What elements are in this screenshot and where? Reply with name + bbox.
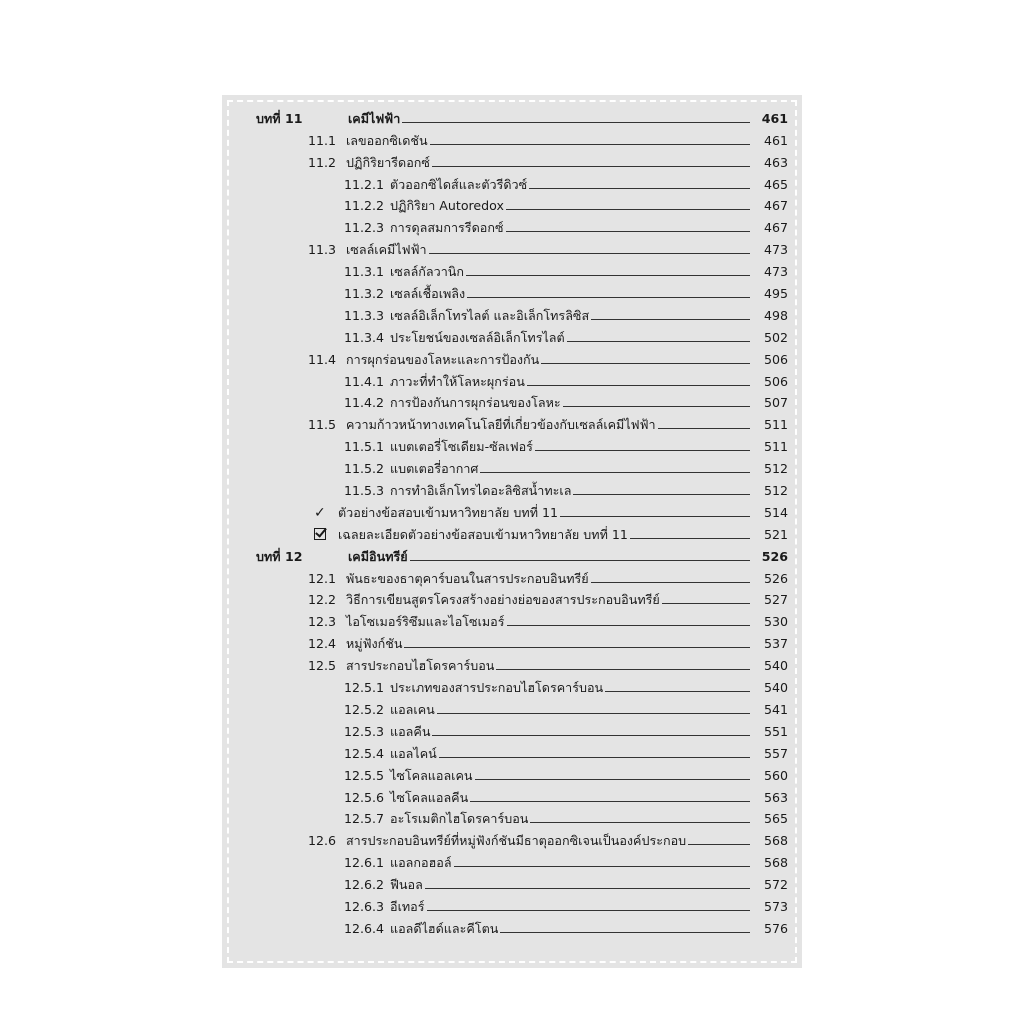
leader-line bbox=[605, 690, 750, 692]
leader-line bbox=[535, 449, 750, 451]
page-number: 467 bbox=[763, 220, 788, 236]
entry-title: เซลล์เคมีไฟฟ้า bbox=[346, 242, 427, 258]
page-number: 473 bbox=[763, 264, 788, 280]
entry-number: 11.5.2 bbox=[344, 461, 385, 477]
leader-line bbox=[567, 340, 750, 342]
entry-title: การดุลสมการรีดอกซ์ bbox=[390, 220, 504, 236]
entry-number: 12.5.6 bbox=[344, 789, 385, 805]
check-icon: ✓ bbox=[314, 504, 326, 521]
page-number: 511 bbox=[763, 439, 788, 455]
section-entry[interactable] bbox=[222, 608, 802, 630]
entry-title: แบตเตอรี่อากาศ bbox=[390, 461, 479, 477]
page-number: 498 bbox=[763, 307, 788, 323]
leader-line bbox=[529, 187, 750, 189]
section-entry[interactable] bbox=[222, 411, 802, 433]
section-entry[interactable] bbox=[222, 762, 802, 784]
section-entry[interactable] bbox=[222, 674, 802, 696]
page-number: 568 bbox=[763, 833, 788, 849]
leader-line bbox=[437, 712, 750, 714]
entry-title: พันธะของธาตุคาร์บอนในสารประกอบอินทรีย์ bbox=[346, 570, 589, 586]
entry-title: สารประกอบอินทรีย์ที่หมู่ฟังก์ชันมีธาตุออกซิเจนเป็นองค์ประกอบ bbox=[346, 833, 687, 849]
section-entry[interactable] bbox=[222, 302, 802, 324]
entry-number: 12.2 bbox=[308, 592, 337, 608]
leader-line bbox=[410, 559, 750, 561]
entry-title: ฟีนอล bbox=[390, 877, 423, 893]
entry-title: อีเทอร์ bbox=[390, 898, 425, 914]
section-entry[interactable] bbox=[222, 827, 802, 849]
section-entry[interactable] bbox=[222, 127, 802, 149]
entry-number: 11.4.2 bbox=[344, 395, 385, 411]
section-entry[interactable] bbox=[222, 740, 802, 762]
leader-line bbox=[432, 165, 750, 167]
page-number: 565 bbox=[763, 811, 788, 827]
section-entry[interactable] bbox=[222, 784, 802, 806]
section-entry[interactable] bbox=[222, 455, 802, 477]
entry-title: ประเภทของสารประกอบไฮโดรคาร์บอน bbox=[390, 680, 604, 696]
page-number: 521 bbox=[763, 526, 788, 542]
entry-title: ปฏิกิริยารีดอกซ์ bbox=[346, 154, 430, 170]
leader-line bbox=[506, 208, 750, 210]
entry-number: 11.5.1 bbox=[344, 439, 385, 455]
leader-line bbox=[500, 931, 750, 933]
leader-line bbox=[427, 909, 751, 911]
entry-title: ไซโคลแอลเคน bbox=[390, 767, 473, 783]
entry-title: ไซโคลแอลคีน bbox=[390, 789, 469, 805]
entry-number: 12.3 bbox=[308, 614, 337, 630]
entry-title: วิธีการเขียนสูตรโครงสร้างอย่างย่อของสารประกอบอินทรีย์ bbox=[346, 592, 660, 608]
section-entry[interactable] bbox=[222, 849, 802, 871]
entry-number: 11.1 bbox=[308, 132, 337, 148]
page-number: 465 bbox=[763, 176, 788, 192]
page-number: 563 bbox=[763, 789, 788, 805]
leader-line bbox=[530, 821, 750, 823]
checkbox-icon bbox=[314, 527, 332, 543]
leader-line bbox=[541, 362, 750, 364]
entry-title: ตัวอย่างข้อสอบเข้ามหาวิทยาลัย บทที่ 11 bbox=[338, 504, 559, 520]
entry-title: ปฏิกิริยา Autoredox bbox=[390, 198, 504, 214]
page-number: 568 bbox=[763, 855, 788, 871]
leader-line bbox=[630, 537, 750, 539]
entry-number: 11.2.3 bbox=[344, 220, 385, 236]
entry-title: แอลกอฮอล์ bbox=[390, 855, 452, 871]
leader-line bbox=[470, 800, 750, 802]
section-entry[interactable] bbox=[222, 630, 802, 652]
page-number: 540 bbox=[763, 658, 788, 674]
entry-number: 11.5 bbox=[308, 417, 337, 433]
entry-title: สารประกอบไฮโดรคาร์บอน bbox=[346, 658, 495, 674]
section-entry[interactable] bbox=[222, 893, 802, 915]
entry-title: การป้องกันการผุกร่อนของโลหะ bbox=[390, 395, 561, 411]
entry-number: 11.3.2 bbox=[344, 286, 385, 302]
entry-number: 12.1 bbox=[308, 570, 337, 586]
page-number: 506 bbox=[763, 351, 788, 367]
entry-title: แอลเคน bbox=[390, 701, 435, 717]
page-number: 495 bbox=[763, 286, 788, 302]
leader-line bbox=[527, 384, 750, 386]
section-entry[interactable] bbox=[222, 433, 802, 455]
entry-title: เซลล์เชื้อเพลิง bbox=[390, 286, 466, 302]
section-entry[interactable] bbox=[222, 149, 802, 171]
leader-line bbox=[402, 121, 750, 123]
leader-line bbox=[496, 668, 750, 670]
section-entry[interactable] bbox=[222, 258, 802, 280]
leader-line bbox=[658, 427, 750, 429]
leader-line bbox=[507, 624, 751, 626]
section-entry[interactable] bbox=[222, 214, 802, 236]
leader-line bbox=[506, 230, 751, 232]
leader-line bbox=[454, 865, 750, 867]
page-number: 551 bbox=[763, 723, 788, 739]
page-number: 540 bbox=[763, 680, 788, 696]
section-entry[interactable] bbox=[222, 193, 802, 215]
entry-title: ตัวออกซิไดส์และตัวรีดิวซ์ bbox=[390, 176, 528, 192]
section-entry[interactable] bbox=[222, 477, 802, 499]
entry-title: ไอโซเมอร์ริซึมและไอโซเมอร์ bbox=[346, 614, 505, 630]
section-entry[interactable] bbox=[222, 871, 802, 893]
entry-title: แอลไคน์ bbox=[390, 745, 437, 761]
leader-line bbox=[662, 602, 750, 604]
page-number: 560 bbox=[763, 767, 788, 783]
page-number: 541 bbox=[763, 701, 788, 717]
entry-title: แบตเตอรี่โซเดียม-ซัลเฟอร์ bbox=[390, 439, 533, 455]
page-number: 467 bbox=[763, 198, 788, 214]
entry-title: การผุกร่อนของโลหะและการป้องกัน bbox=[346, 351, 540, 367]
entry-number: 12.6.3 bbox=[344, 898, 385, 914]
page-number: 511 bbox=[763, 417, 788, 433]
page-number: 461 bbox=[761, 110, 788, 126]
page-number: 537 bbox=[763, 636, 788, 652]
entry-number: 12.5 bbox=[308, 658, 337, 674]
leader-line bbox=[591, 318, 750, 320]
leader-line bbox=[466, 274, 750, 276]
entry-title: การทำอิเล็กโทรไดอะลิซิสน้ำทะเล bbox=[390, 483, 572, 499]
section-entry[interactable] bbox=[222, 652, 802, 674]
leader-line bbox=[432, 734, 750, 736]
entry-title: เซลล์กัลวานิก bbox=[390, 264, 465, 280]
entry-title: ภาวะที่ทำให้โลหะผุกร่อน bbox=[390, 373, 525, 389]
entry-title: เซลล์อิเล็กโทรไลต์ และอิเล็กโทรลิซิส bbox=[390, 307, 590, 323]
chapter-entry[interactable] bbox=[222, 105, 802, 127]
section-entry[interactable] bbox=[222, 718, 802, 740]
page-number: 507 bbox=[763, 395, 788, 411]
leader-line bbox=[467, 296, 750, 298]
page-number: 526 bbox=[763, 570, 788, 586]
page-number: 502 bbox=[763, 329, 788, 345]
table-of-contents bbox=[222, 105, 802, 937]
leader-line bbox=[425, 887, 750, 889]
toc-page bbox=[222, 95, 802, 968]
section-entry[interactable] bbox=[222, 390, 802, 412]
entry-number: 12.6.2 bbox=[344, 877, 385, 893]
page-number: 576 bbox=[763, 920, 788, 936]
entry-title: เฉลยละเอียดตัวอย่างข้อสอบเข้ามหาวิทยาลัย บทที่ 11 bbox=[338, 526, 628, 542]
entry-number: 11.3 bbox=[308, 242, 337, 258]
page-number: 573 bbox=[763, 898, 788, 914]
entry-number: 11.4 bbox=[308, 351, 337, 367]
section-entry[interactable] bbox=[222, 368, 802, 390]
entry-number: 12.5.3 bbox=[344, 723, 385, 739]
leader-line bbox=[475, 778, 750, 780]
leader-line bbox=[404, 646, 750, 648]
entry-number: 12.6 bbox=[308, 833, 337, 849]
entry-number: 11.5.3 bbox=[344, 483, 385, 499]
entry-title: อะโรเมติกไฮโดรคาร์บอน bbox=[390, 811, 529, 827]
chapter-entry[interactable] bbox=[222, 543, 802, 565]
entry-number: 11.4.1 bbox=[344, 373, 385, 389]
section-entry[interactable] bbox=[222, 324, 802, 346]
entry-title: เคมีอินทรีย์ bbox=[348, 548, 408, 564]
exercise-entry[interactable] bbox=[222, 521, 802, 543]
page-number: 557 bbox=[763, 745, 788, 761]
page-number: 461 bbox=[763, 132, 788, 148]
entry-number: 11.3.4 bbox=[344, 329, 385, 345]
page-number: 506 bbox=[763, 373, 788, 389]
page-number: 512 bbox=[763, 483, 788, 499]
checked-box-icon bbox=[314, 528, 326, 540]
section-entry[interactable] bbox=[222, 696, 802, 718]
page-number: 530 bbox=[763, 614, 788, 630]
entry-number: 11.2 bbox=[308, 154, 337, 170]
leader-line bbox=[430, 143, 750, 145]
entry-number: 12.5.7 bbox=[344, 811, 385, 827]
entry-number: บทที่ 11 bbox=[256, 110, 303, 126]
entry-number: 12.5.5 bbox=[344, 767, 385, 783]
page-number: 527 bbox=[763, 592, 788, 608]
entry-number: 11.2.2 bbox=[344, 198, 385, 214]
page-number: 514 bbox=[763, 504, 788, 520]
leader-line bbox=[480, 471, 750, 473]
leader-line bbox=[591, 581, 750, 583]
exercise-entry[interactable] bbox=[222, 499, 802, 521]
section-entry[interactable] bbox=[222, 280, 802, 302]
page-number: 572 bbox=[763, 877, 788, 893]
leader-line bbox=[573, 493, 750, 495]
page-number: 526 bbox=[761, 548, 788, 564]
page-number: 473 bbox=[763, 242, 788, 258]
entry-title: ความก้าวหน้าทางเทคโนโลยีที่เกี่ยวข้องกับเซลล์เคมีไฟฟ้า bbox=[346, 417, 656, 433]
section-entry[interactable] bbox=[222, 565, 802, 587]
section-entry[interactable] bbox=[222, 806, 802, 828]
section-entry[interactable] bbox=[222, 915, 802, 937]
entry-number: 12.6.1 bbox=[344, 855, 385, 871]
entry-title: ประโยชน์ของเซลล์อิเล็กโทรไลต์ bbox=[390, 329, 565, 345]
entry-title: แอลดีไฮด์และคีโตน bbox=[390, 920, 499, 936]
entry-title: แอลคีน bbox=[390, 723, 431, 739]
entry-title: เลขออกซิเดชัน bbox=[346, 132, 428, 148]
entry-number: 11.3.3 bbox=[344, 307, 385, 323]
entry-number: บทที่ 12 bbox=[256, 548, 303, 564]
leader-line bbox=[563, 405, 750, 407]
page-number: 463 bbox=[763, 154, 788, 170]
page-number: 512 bbox=[763, 461, 788, 477]
entry-number: 12.4 bbox=[308, 636, 337, 652]
entry-title: หมู่ฟังก์ชัน bbox=[346, 636, 403, 652]
leader-line bbox=[688, 843, 750, 845]
entry-number: 12.5.1 bbox=[344, 680, 385, 696]
section-entry[interactable] bbox=[222, 171, 802, 193]
leader-line bbox=[429, 252, 750, 254]
entry-title: เคมีไฟฟ้า bbox=[348, 110, 401, 126]
entry-number: 11.2.1 bbox=[344, 176, 385, 192]
entry-number: 12.5.2 bbox=[344, 701, 385, 717]
leader-line bbox=[560, 515, 750, 517]
section-entry[interactable] bbox=[222, 346, 802, 368]
section-entry[interactable] bbox=[222, 587, 802, 609]
entry-number: 12.6.4 bbox=[344, 920, 385, 936]
section-entry[interactable] bbox=[222, 236, 802, 258]
entry-number: 12.5.4 bbox=[344, 745, 385, 761]
leader-line bbox=[439, 756, 750, 758]
entry-number: 11.3.1 bbox=[344, 264, 385, 280]
